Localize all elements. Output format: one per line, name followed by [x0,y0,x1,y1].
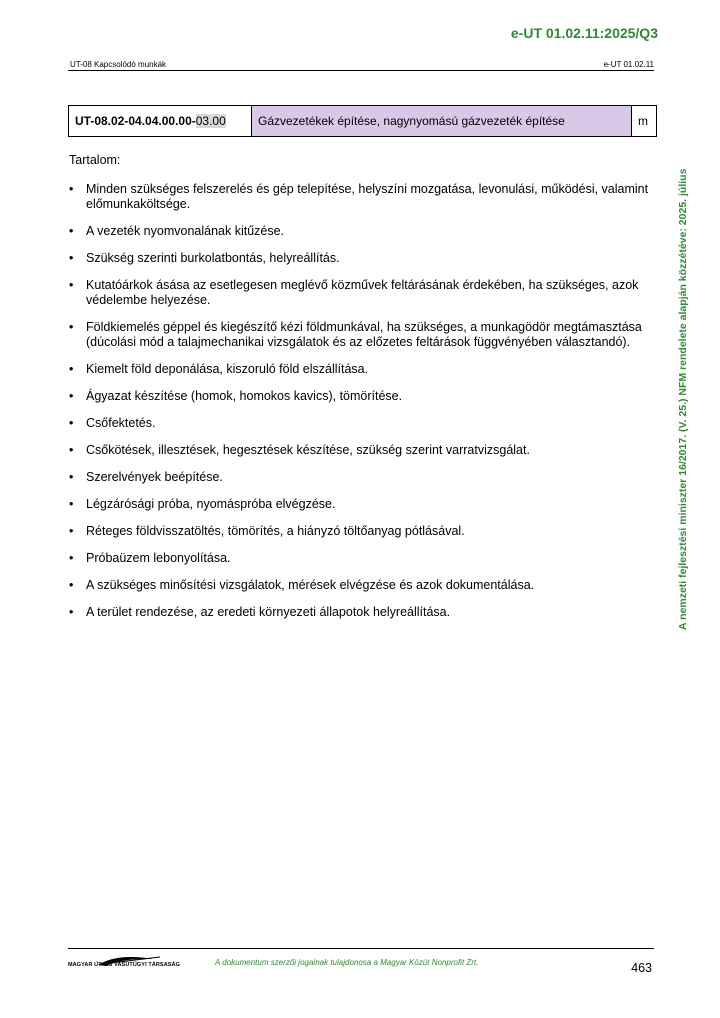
list-item: • Földkiemelés géppel és kiegészítő kézi földmunkával, ha szükséges, a munkagödör megtámasztása (dúcolási mód a talajmechanikai vizsgálatok és az előzetes feltárások függvényében választandó). [68,320,654,350]
list-item: • Csőkötések, illesztések, hegesztések készítése, szükség szerint varratvizsgálat. [68,443,654,458]
document-code: e-UT 01.02.11:2025/Q3 [510,25,658,41]
list-item: • Szükség szerinti burkolatbontás, helyreállítás. [68,251,654,266]
list-item: • Csőfektetés. [68,416,654,431]
header-divider [68,70,654,71]
item-table [68,105,657,137]
list-item: • Réteges földvisszatöltés, tömörítés, a hiányzó töltőanyag pótlásával. [68,524,654,539]
content-list [68,170,654,620]
list-item: • Minden szükséges felszerelés és gép telepítése, helyszíni mozgatása, levonulási, működési, valamint előmunkaköltsége. [68,182,654,212]
list-item: • Próbaüzem lebonyolítása. [68,551,654,566]
copyright-notice: A dokumentum szerzői jogainak tulajdonosa a Magyar Közút Nonprofit Zrt. [215,958,479,967]
item-code-suffix: 03.00 [195,114,226,128]
list-item: • Ágyazat készítése (homok, homokos kavics), tömörítése. [68,389,654,404]
list-item: • Kiemelt föld deponálása, kiszoruló föld elszállítása. [68,362,654,377]
item-row [69,106,657,137]
header-chapter: UT-08 Kapcsolódó munkák [70,60,167,69]
item-code-cell [69,106,252,137]
list-item: • Kutatóárkok ásása az esetlegesen meglévő közművek feltárásának érdekében, ha szükséges, azok védelembe helyezése. [68,278,654,308]
footer-divider [68,948,654,949]
list-item: • Szerelvények beépítése. [68,470,654,485]
header-standard: e-UT 01.02.11 [603,60,654,69]
list-item: • A terület rendezése, az eredeti környezeti állapotok helyreállítása. [68,605,654,620]
page-number: 463 [631,961,652,975]
list-item: • A szükséges minősítési vizsgálatok, mérések elvégzése és azok dokumentálása. [68,578,654,593]
society-logo-text: MAGYAR ÚT- ÉS VASÚTÜGYI TÁRSASÁG [68,962,180,968]
item-code-prefix: UT-08.02-04.04.00.00- [75,114,196,128]
list-item: • Légzárósági próba, nyomáspróba elvégzése. [68,497,654,512]
content-label: Tartalom: [69,153,121,167]
publication-note: A nemzeti fejlesztési miniszter 16/2017. (V. 25.) NFM rendelete alapján közzétéve: 2025. július [677,168,689,630]
list-item: • A vezeték nyomvonalának kitűzése. [68,224,654,239]
item-unit: m [632,106,657,137]
item-title: Gázvezetékek építése, nagynyomású gázvezeték építése [252,106,632,137]
